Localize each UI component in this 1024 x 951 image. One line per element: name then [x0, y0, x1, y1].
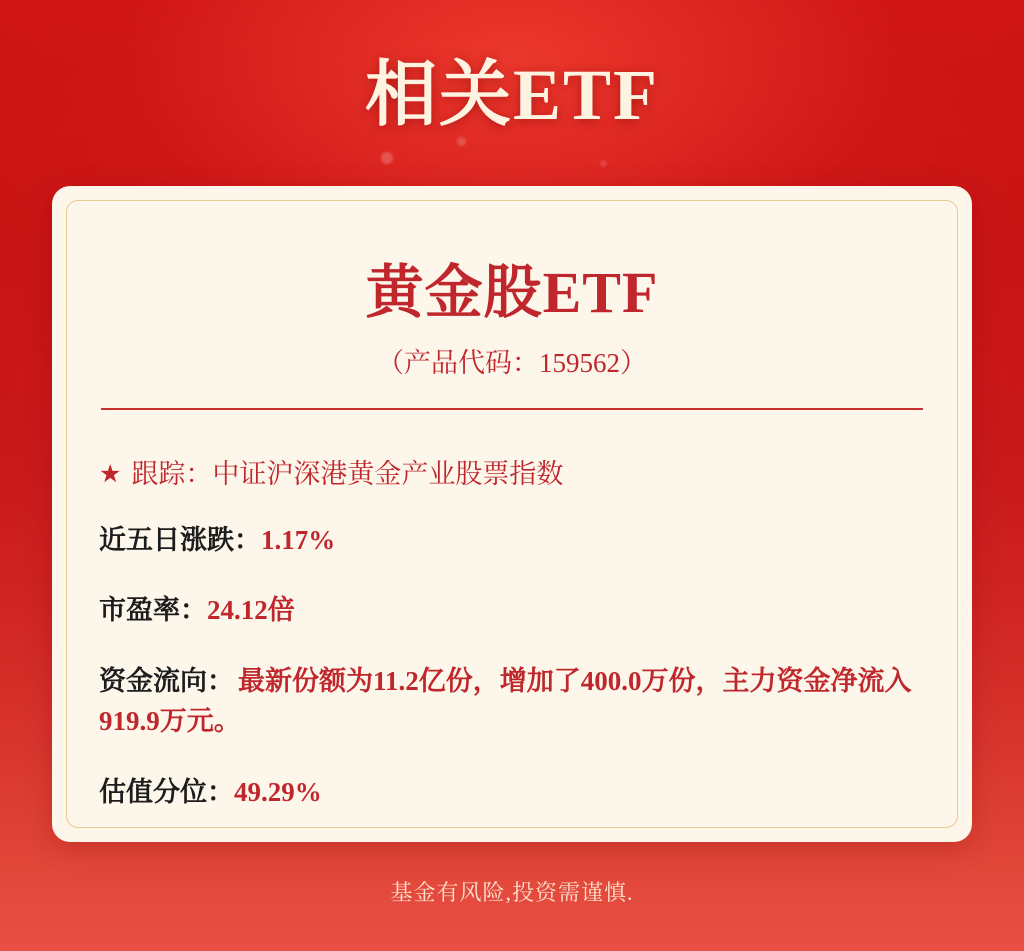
- divider: [101, 408, 923, 410]
- five-day-change-value: 1.17%: [261, 524, 336, 555]
- page-title: 相关ETF: [364, 55, 660, 135]
- row-valuation-percentile: [99, 757, 925, 828]
- valuation-percentile-value: 49.29%: [234, 776, 322, 807]
- decorative-dot-icon: [600, 160, 607, 167]
- fund-flow-label: 资金流向：: [99, 665, 234, 696]
- star-icon: ★: [99, 461, 122, 488]
- row-pe-ratio: [99, 575, 925, 646]
- five-day-change-label: 近五日涨跌：: [99, 524, 261, 555]
- etf-card-inner: [66, 200, 958, 828]
- row-fund-flow: [99, 646, 925, 757]
- disclaimer: 基金有风险,投资需谨慎.: [390, 880, 634, 905]
- fund-name: 黄金股ETF: [365, 260, 659, 325]
- tracking-index-label: 跟踪：: [131, 459, 213, 489]
- fund-flow-value: 最新份额为11.2亿份，增加了400.0万份，主力资金净流入919.9万元。: [99, 665, 912, 736]
- pe-ratio-label: 市盈率：: [99, 595, 207, 625]
- etf-detail-list: [99, 436, 925, 827]
- etf-card: [52, 186, 972, 842]
- valuation-percentile-label: 估值分位：: [99, 776, 234, 807]
- decorative-dot-icon: [381, 152, 393, 164]
- row-five-day-change: [99, 505, 925, 576]
- tracking-index-value: 中证沪深港黄金产业股票指数: [212, 459, 564, 489]
- row-tracking-index: [99, 436, 925, 505]
- pe-ratio-value: 24.12倍: [207, 595, 295, 625]
- fund-code: （产品代码：159562）: [377, 348, 647, 378]
